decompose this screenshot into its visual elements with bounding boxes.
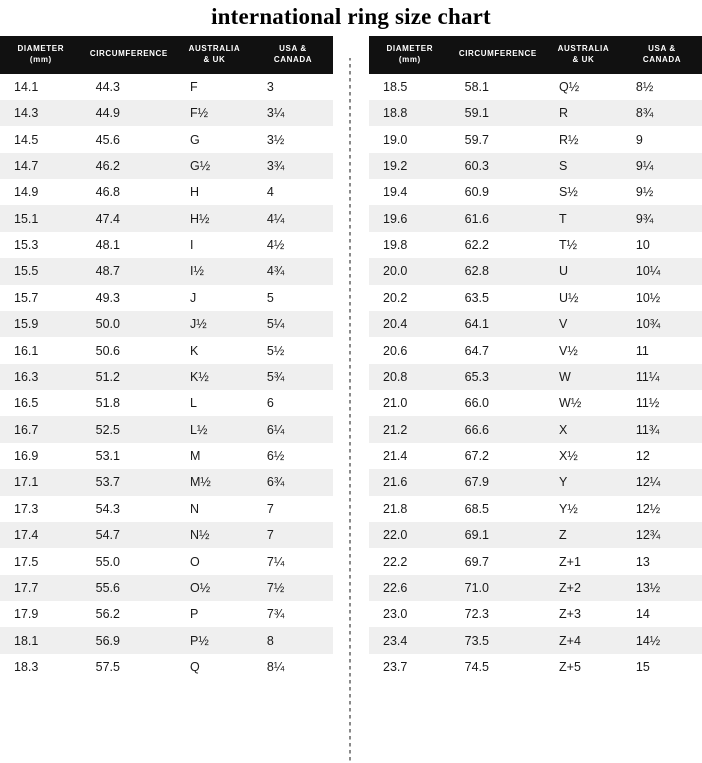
cell-diameter: 19.6 [369, 205, 451, 231]
cell-circumference: 68.5 [451, 496, 545, 522]
cell-usa-canada: 7¾ [253, 601, 333, 627]
cell-diameter: 23.4 [369, 627, 451, 653]
cell-circumference: 53.1 [82, 443, 176, 469]
cell-diameter: 16.3 [0, 364, 82, 390]
cell-usa-canada: 8¼ [253, 654, 333, 680]
cell-australia-uk: G [176, 126, 253, 152]
cell-usa-canada: 11¼ [622, 364, 702, 390]
cell-australia-uk: R [545, 100, 622, 126]
cell-circumference: 54.7 [82, 522, 176, 548]
header-diameter-line1: DIAMETER [17, 44, 65, 53]
table-row [0, 548, 333, 574]
cell-australia-uk: S½ [545, 179, 622, 205]
table-row [0, 416, 333, 442]
cell-circumference: 69.1 [451, 522, 545, 548]
cell-australia-uk: N [176, 496, 253, 522]
table-header-left [0, 36, 333, 74]
cell-australia-uk: V [545, 311, 622, 337]
cell-australia-uk: T [545, 205, 622, 231]
cell-usa-canada: 10¼ [622, 258, 702, 284]
table-row [369, 496, 702, 522]
cell-australia-uk: I [176, 232, 253, 258]
cell-australia-uk: Q½ [545, 74, 622, 100]
header-diameter [369, 36, 451, 74]
cell-australia-uk: J½ [176, 311, 253, 337]
cell-diameter: 16.7 [0, 416, 82, 442]
cell-australia-uk: T½ [545, 232, 622, 258]
cell-diameter: 15.9 [0, 311, 82, 337]
cell-circumference: 59.1 [451, 100, 545, 126]
cell-usa-canada: 3½ [253, 126, 333, 152]
cell-usa-canada: 10 [622, 232, 702, 258]
table-row [0, 469, 333, 495]
cell-australia-uk: H [176, 179, 253, 205]
cell-circumference: 60.3 [451, 153, 545, 179]
table-row [0, 285, 333, 311]
cell-usa-canada: 7½ [253, 575, 333, 601]
cell-circumference: 65.3 [451, 364, 545, 390]
table-row [0, 654, 333, 680]
cell-diameter: 21.8 [369, 496, 451, 522]
cell-usa-canada: 12 [622, 443, 702, 469]
cell-usa-canada: 12¼ [622, 469, 702, 495]
table-row [0, 232, 333, 258]
cell-diameter: 19.0 [369, 126, 451, 152]
cell-diameter: 17.4 [0, 522, 82, 548]
cell-usa-canada: 3 [253, 74, 333, 100]
table-row [369, 311, 702, 337]
cell-usa-canada: 10¾ [622, 311, 702, 337]
ring-size-table-left [0, 36, 333, 680]
header-australia-uk [545, 36, 622, 74]
cell-usa-canada: 12½ [622, 496, 702, 522]
table-row [369, 153, 702, 179]
cell-australia-uk: K [176, 337, 253, 363]
cell-diameter: 19.8 [369, 232, 451, 258]
cell-usa-canada: 10½ [622, 285, 702, 311]
table-row [369, 522, 702, 548]
cell-diameter: 17.7 [0, 575, 82, 601]
cell-diameter: 20.0 [369, 258, 451, 284]
header-australia-uk [176, 36, 253, 74]
cell-australia-uk: Z+2 [545, 575, 622, 601]
table-body-left [0, 74, 333, 681]
cell-australia-uk: Z+3 [545, 601, 622, 627]
cell-usa-canada: 3¼ [253, 100, 333, 126]
cell-circumference: 51.2 [82, 364, 176, 390]
cell-australia-uk: I½ [176, 258, 253, 284]
cell-diameter: 23.7 [369, 654, 451, 680]
table-row [369, 126, 702, 152]
cell-australia-uk: S [545, 153, 622, 179]
header-circumference: CIRCUMFERENCE [451, 36, 545, 74]
table-row [0, 601, 333, 627]
header-usa-line2: CANADA [642, 54, 682, 64]
cell-australia-uk: J [176, 285, 253, 311]
table-row [0, 496, 333, 522]
cell-diameter: 14.3 [0, 100, 82, 126]
cell-australia-uk: Q [176, 654, 253, 680]
cell-usa-canada: 6¼ [253, 416, 333, 442]
cell-circumference: 64.1 [451, 311, 545, 337]
cell-australia-uk: U [545, 258, 622, 284]
cell-australia-uk: O [176, 548, 253, 574]
cell-circumference: 52.5 [82, 416, 176, 442]
cell-australia-uk: O½ [176, 575, 253, 601]
table-row [0, 627, 333, 653]
cell-circumference: 56.2 [82, 601, 176, 627]
header-diameter-line2: (mm) [29, 54, 52, 64]
cell-diameter: 15.5 [0, 258, 82, 284]
header-australia-line2: & UK [203, 54, 226, 64]
header-row [369, 36, 702, 74]
cell-circumference: 63.5 [451, 285, 545, 311]
page-title: international ring size chart [211, 4, 491, 29]
cell-circumference: 51.8 [82, 390, 176, 416]
table-row [369, 258, 702, 284]
cell-usa-canada: 12¾ [622, 522, 702, 548]
cell-circumference: 62.8 [451, 258, 545, 284]
cell-diameter: 22.0 [369, 522, 451, 548]
table-row [0, 390, 333, 416]
cell-circumference: 50.0 [82, 311, 176, 337]
cell-diameter: 20.8 [369, 364, 451, 390]
table-row [0, 364, 333, 390]
header-usa-line1: USA & [648, 44, 676, 53]
table-row [0, 337, 333, 363]
table-row [369, 390, 702, 416]
header-usa-canada [622, 36, 702, 74]
ring-size-table-right [369, 36, 702, 680]
cell-australia-uk: F½ [176, 100, 253, 126]
cell-usa-canada: 7¼ [253, 548, 333, 574]
cell-usa-canada: 11¾ [622, 416, 702, 442]
cell-australia-uk: R½ [545, 126, 622, 152]
cell-diameter: 18.3 [0, 654, 82, 680]
cell-circumference: 53.7 [82, 469, 176, 495]
cell-diameter: 21.0 [369, 390, 451, 416]
cell-circumference: 46.8 [82, 179, 176, 205]
cell-diameter: 17.5 [0, 548, 82, 574]
cell-circumference: 44.9 [82, 100, 176, 126]
cell-australia-uk: P [176, 601, 253, 627]
header-diameter-line1: DIAMETER [386, 44, 434, 53]
header-usa-line2: CANADA [273, 54, 313, 64]
table-row [369, 364, 702, 390]
cell-diameter: 16.5 [0, 390, 82, 416]
cell-australia-uk: K½ [176, 364, 253, 390]
cell-diameter: 18.1 [0, 627, 82, 653]
cell-circumference: 50.6 [82, 337, 176, 363]
cell-usa-canada: 7 [253, 522, 333, 548]
cell-circumference: 47.4 [82, 205, 176, 231]
table-row [369, 548, 702, 574]
cell-usa-canada: 11½ [622, 390, 702, 416]
cell-usa-canada: 3¾ [253, 153, 333, 179]
cell-australia-uk: W [545, 364, 622, 390]
cell-circumference: 44.3 [82, 74, 176, 100]
cell-diameter: 17.3 [0, 496, 82, 522]
header-diameter-line2: (mm) [398, 54, 421, 64]
cell-australia-uk: M [176, 443, 253, 469]
table-row [369, 601, 702, 627]
cell-usa-canada: 8½ [622, 74, 702, 100]
cell-australia-uk: L [176, 390, 253, 416]
cell-circumference: 67.9 [451, 469, 545, 495]
table-row [0, 100, 333, 126]
cell-usa-canada: 9 [622, 126, 702, 152]
table-row [369, 575, 702, 601]
cell-circumference: 71.0 [451, 575, 545, 601]
vertical-dotted-divider [349, 58, 353, 763]
cell-usa-canada: 6½ [253, 443, 333, 469]
cell-australia-uk: Z+5 [545, 654, 622, 680]
cell-diameter: 14.7 [0, 153, 82, 179]
cell-australia-uk: N½ [176, 522, 253, 548]
cell-usa-canada: 9¾ [622, 205, 702, 231]
table-row [369, 205, 702, 231]
cell-australia-uk: Y [545, 469, 622, 495]
cell-circumference: 64.7 [451, 337, 545, 363]
cell-diameter: 20.4 [369, 311, 451, 337]
cell-circumference: 48.1 [82, 232, 176, 258]
cell-australia-uk: G½ [176, 153, 253, 179]
header-diameter [0, 36, 82, 74]
header-australia-line2: & UK [572, 54, 595, 64]
cell-usa-canada: 13 [622, 548, 702, 574]
cell-australia-uk: U½ [545, 285, 622, 311]
tables-container [0, 36, 702, 763]
cell-usa-canada: 4 [253, 179, 333, 205]
cell-australia-uk: Z+1 [545, 548, 622, 574]
cell-circumference: 57.5 [82, 654, 176, 680]
cell-diameter: 21.6 [369, 469, 451, 495]
cell-usa-canada: 4½ [253, 232, 333, 258]
cell-circumference: 73.5 [451, 627, 545, 653]
cell-diameter: 18.5 [369, 74, 451, 100]
cell-diameter: 14.1 [0, 74, 82, 100]
table-row [369, 179, 702, 205]
table-row [0, 205, 333, 231]
cell-usa-canada: 15 [622, 654, 702, 680]
table-row [369, 443, 702, 469]
cell-usa-canada: 13½ [622, 575, 702, 601]
cell-australia-uk: X [545, 416, 622, 442]
cell-diameter: 17.9 [0, 601, 82, 627]
cell-circumference: 61.6 [451, 205, 545, 231]
cell-australia-uk: L½ [176, 416, 253, 442]
cell-usa-canada: 6¾ [253, 469, 333, 495]
cell-diameter: 21.2 [369, 416, 451, 442]
header-australia-line1: AUSTRALIA [188, 44, 241, 53]
table-row [0, 126, 333, 152]
table-row [369, 100, 702, 126]
cell-diameter: 16.1 [0, 337, 82, 363]
table-row [0, 443, 333, 469]
cell-circumference: 69.7 [451, 548, 545, 574]
cell-diameter: 23.0 [369, 601, 451, 627]
cell-circumference: 55.0 [82, 548, 176, 574]
table-row [369, 285, 702, 311]
cell-circumference: 67.2 [451, 443, 545, 469]
cell-australia-uk: F [176, 74, 253, 100]
cell-usa-canada: 9½ [622, 179, 702, 205]
cell-diameter: 20.6 [369, 337, 451, 363]
table-row [369, 337, 702, 363]
cell-diameter: 19.4 [369, 179, 451, 205]
cell-usa-canada: 5½ [253, 337, 333, 363]
cell-usa-canada: 5¼ [253, 311, 333, 337]
cell-australia-uk: M½ [176, 469, 253, 495]
cell-diameter: 22.2 [369, 548, 451, 574]
cell-circumference: 55.6 [82, 575, 176, 601]
cell-diameter: 15.1 [0, 205, 82, 231]
table-row [369, 74, 702, 100]
cell-circumference: 74.5 [451, 654, 545, 680]
cell-diameter: 16.9 [0, 443, 82, 469]
cell-australia-uk: P½ [176, 627, 253, 653]
table-row [369, 627, 702, 653]
table-row [0, 522, 333, 548]
table-row [369, 469, 702, 495]
cell-circumference: 58.1 [451, 74, 545, 100]
cell-australia-uk: W½ [545, 390, 622, 416]
cell-diameter: 21.4 [369, 443, 451, 469]
cell-usa-canada: 8¾ [622, 100, 702, 126]
cell-circumference: 59.7 [451, 126, 545, 152]
table-row [0, 575, 333, 601]
cell-diameter: 19.2 [369, 153, 451, 179]
cell-usa-canada: 11 [622, 337, 702, 363]
cell-diameter: 14.9 [0, 179, 82, 205]
cell-australia-uk: Y½ [545, 496, 622, 522]
cell-australia-uk: V½ [545, 337, 622, 363]
table-header-right [369, 36, 702, 74]
cell-diameter: 20.2 [369, 285, 451, 311]
cell-circumference: 48.7 [82, 258, 176, 284]
header-australia-line1: AUSTRALIA [557, 44, 610, 53]
cell-circumference: 54.3 [82, 496, 176, 522]
cell-usa-canada: 14 [622, 601, 702, 627]
cell-circumference: 45.6 [82, 126, 176, 152]
table-body-right [369, 74, 702, 681]
header-row [0, 36, 333, 74]
right-table-wrap [369, 36, 702, 680]
header-circumference: CIRCUMFERENCE [82, 36, 176, 74]
cell-diameter: 14.5 [0, 126, 82, 152]
cell-diameter: 15.7 [0, 285, 82, 311]
cell-circumference: 60.9 [451, 179, 545, 205]
cell-diameter: 15.3 [0, 232, 82, 258]
cell-usa-canada: 5 [253, 285, 333, 311]
cell-usa-canada: 14½ [622, 627, 702, 653]
cell-diameter: 22.6 [369, 575, 451, 601]
cell-circumference: 49.3 [82, 285, 176, 311]
table-row [0, 311, 333, 337]
cell-circumference: 66.0 [451, 390, 545, 416]
table-row [369, 416, 702, 442]
cell-circumference: 62.2 [451, 232, 545, 258]
cell-usa-canada: 4¼ [253, 205, 333, 231]
cell-usa-canada: 9¼ [622, 153, 702, 179]
cell-circumference: 46.2 [82, 153, 176, 179]
table-row [369, 232, 702, 258]
cell-usa-canada: 8 [253, 627, 333, 653]
cell-circumference: 66.6 [451, 416, 545, 442]
cell-australia-uk: X½ [545, 443, 622, 469]
header-usa-line1: USA & [279, 44, 307, 53]
cell-australia-uk: Z [545, 522, 622, 548]
cell-usa-canada: 7 [253, 496, 333, 522]
cell-usa-canada: 5¾ [253, 364, 333, 390]
cell-diameter: 17.1 [0, 469, 82, 495]
ring-size-chart-page [0, 4, 702, 751]
table-row [0, 179, 333, 205]
table-row [0, 74, 333, 100]
table-row [0, 258, 333, 284]
cell-circumference: 56.9 [82, 627, 176, 653]
table-row [0, 153, 333, 179]
cell-circumference: 72.3 [451, 601, 545, 627]
table-row [369, 654, 702, 680]
cell-usa-canada: 6 [253, 390, 333, 416]
cell-diameter: 18.8 [369, 100, 451, 126]
cell-australia-uk: H½ [176, 205, 253, 231]
left-table-wrap [0, 36, 333, 680]
header-usa-canada [253, 36, 333, 74]
cell-usa-canada: 4¾ [253, 258, 333, 284]
cell-australia-uk: Z+4 [545, 627, 622, 653]
